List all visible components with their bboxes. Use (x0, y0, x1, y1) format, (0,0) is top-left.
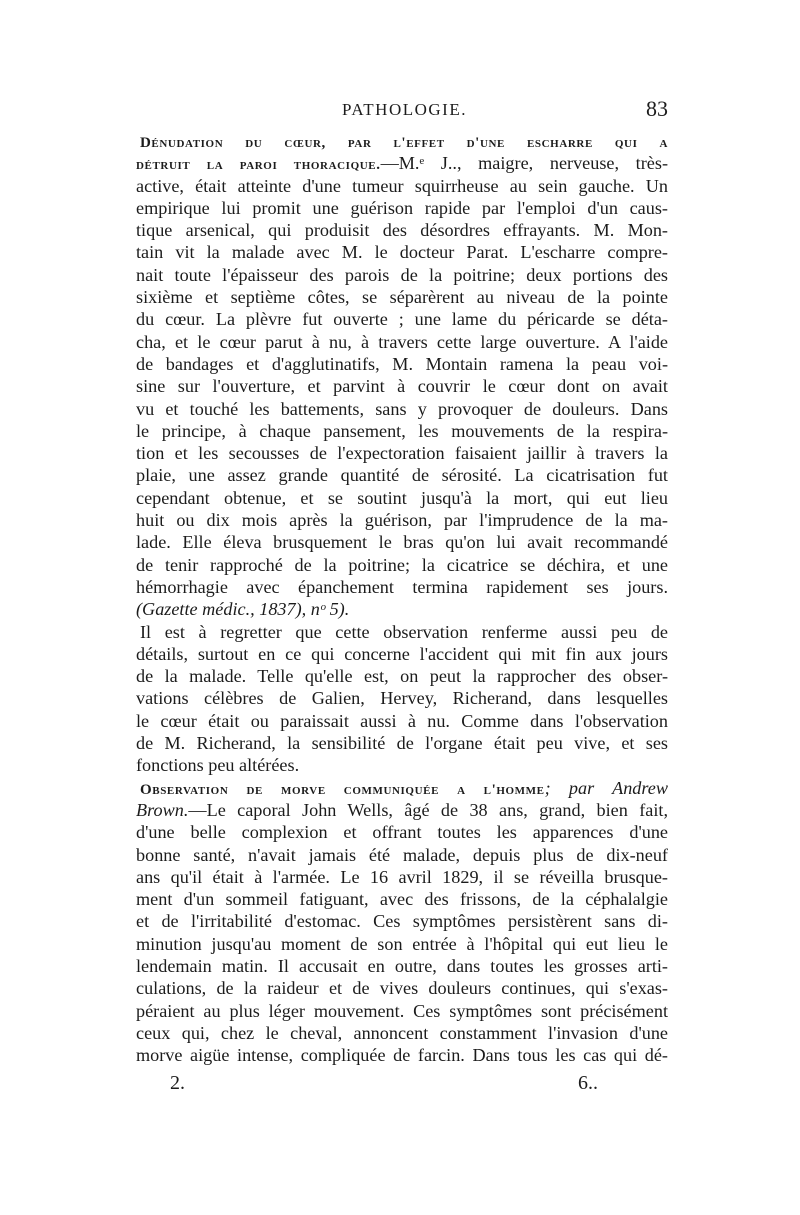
para2-line-2: de la malade. Telle qu'elle est, on peut la rapprocher des obser- (136, 666, 668, 687)
para2-line-1: détails, surtout en ce qui concerne l'accident qui mit fin aux jours (136, 643, 668, 664)
article2-line-11: morve aigüe intense, compliquée de farcin. Dans tous les cas qui dé- (136, 1045, 668, 1066)
article1-line-10: sine sur l'ouverture, et parvint à couvrir le cœur dont on avait (136, 376, 668, 397)
para2-line-3: vations célèbres de Galien, Hervey, Richerand, dans lesquelles (136, 688, 668, 709)
article2-line-0: —Le caporal John Wells, âgé de 38 ans, grand, bien fait, (188, 799, 668, 820)
article1-line-19: hémorrhagie avec épanchement termina rapidement ses jours. (136, 576, 668, 597)
article2-line-2: bonne santé, n'avait jamais été malade, depuis plus de dix-neuf (136, 844, 668, 865)
article2-line-1: d'une belle complexion et offrant toutes les apparences d'une (136, 822, 668, 843)
para2-line-5: de M. Richerand, la sensibilité de l'organe était peu vive, et ses (136, 733, 668, 754)
article2-title: Observation de morve communiquée a l'homme (140, 781, 545, 798)
article1-line-13: tion et les secousses de l'expectoration faisaient jaillir à travers la (136, 443, 668, 464)
body-text (136, 130, 668, 1066)
article1-title-line (136, 130, 668, 152)
para2-line-6: fonctions peu altérées. (136, 755, 300, 776)
article2-line-6: minution jusqu'au moment de son entrée à l'hôpital qui eut lieu le (136, 933, 668, 954)
book-page (136, 96, 668, 1102)
page-number: 83 (646, 96, 668, 121)
article2-line-5: et de l'irritabilité d'estomac. Ces symptômes persistèrent sans di- (136, 911, 668, 932)
article2-line-9: péraient au plus léger mouvement. Ces symptômes sont précisément (136, 1000, 668, 1021)
article2-author-cont: Brown. (136, 799, 189, 820)
sheet-mark: 6.. (578, 1072, 598, 1095)
article1-line-3: tique arsenical, qui produisit des désordres effrayants. M. Mon- (136, 220, 668, 241)
running-title: PATHOLOGIE. (342, 100, 467, 119)
article2-line-10: ceux qui, chez le cheval, annoncent constamment l'invasion d'une (136, 1022, 668, 1043)
article1-line-16: huit ou dix mois après la guérison, par l'imprudence de la ma- (136, 510, 668, 531)
article1-line-15: cependant obtenue, et se soutint jusqu'à la mort, qui eut lieu (136, 487, 668, 508)
running-head (136, 96, 668, 130)
article2-line-4: ment d'un sommeil fatiguant, avec des frissons, de la céphalalgie (136, 889, 668, 910)
article2-author: ; par Andrew (544, 777, 668, 798)
article1-line-2: empirique lui promit une guérison rapide par l'emploi d'un caus- (136, 197, 668, 218)
article1-line-9: de bandages et d'agglutinatifs, M. Montain ramena la peau voi- (136, 353, 668, 374)
article1-line-7: du cœur. La plèvre fut ouverte ; une lame du péricarde se déta- (136, 309, 668, 330)
article1-title: Dénudation du cœur, par l'effet d'une escharre qui a (140, 135, 668, 151)
para2-line-4: le cœur était ou paraissait aussi à nu. Comme dans l'observation (136, 710, 668, 731)
article1-line-6: sixième et septième côtes, se séparèrent au niveau de la pointe (136, 287, 668, 308)
article2-line (136, 799, 668, 821)
article1-line-5: nait toute l'épaisseur des parois de la poitrine; deux portions des (136, 264, 668, 285)
article1-title-cont: détruit la paroi thoracique. (136, 157, 381, 174)
article2-line-3: ans qu'il était à l'armée. Le 16 avril 1829, il se réveilla brusque- (136, 866, 668, 887)
article1-line-17: lade. Elle éleva brusquement le bras qu'on lui avait recommandé (136, 532, 668, 553)
article1-line-11: vu et touché les battements, sans y provoquer de douleurs. Dans (136, 398, 668, 419)
article1-line-4: tain vit la malade avec M. le docteur Parat. L'escharre compre- (136, 242, 668, 263)
article1-line-12: le principe, à chaque pansement, les mouvements de la respira- (136, 420, 668, 441)
article1-line (136, 152, 668, 174)
article1-line-8: cha, et le cœur parut à nu, à travers cette large ouverture. A l'aide (136, 331, 668, 352)
article2-line-7: lendemain matin. Il accusait en outre, dans toutes les grosses arti- (136, 955, 668, 976)
article1-line-1: active, était atteinte d'une tumeur squirrheuse au sein gauche. Un (136, 175, 668, 196)
article2-title-line (136, 777, 668, 799)
article2-line-8: culations, de la raideur et de vives douleurs continues, qui s'exas- (136, 978, 668, 999)
page-footer (136, 1072, 668, 1102)
article1-line-0: —M.ᵉ J.., maigre, nerveuse, très- (380, 153, 669, 174)
article1-line-18: de tenir rapproché de la poitrine; la cicatrice se déchira, et une (136, 554, 668, 575)
article1-line-14: plaie, une assez grande quantité de sérosité. La cicatrisation fut (136, 465, 668, 486)
citation: (Gazette médic., 1837), nᵒ 5). (136, 599, 350, 620)
signature-mark: 2. (170, 1072, 185, 1095)
para2-line-0: Il est à regretter que cette observation renferme aussi peu de (140, 621, 668, 642)
